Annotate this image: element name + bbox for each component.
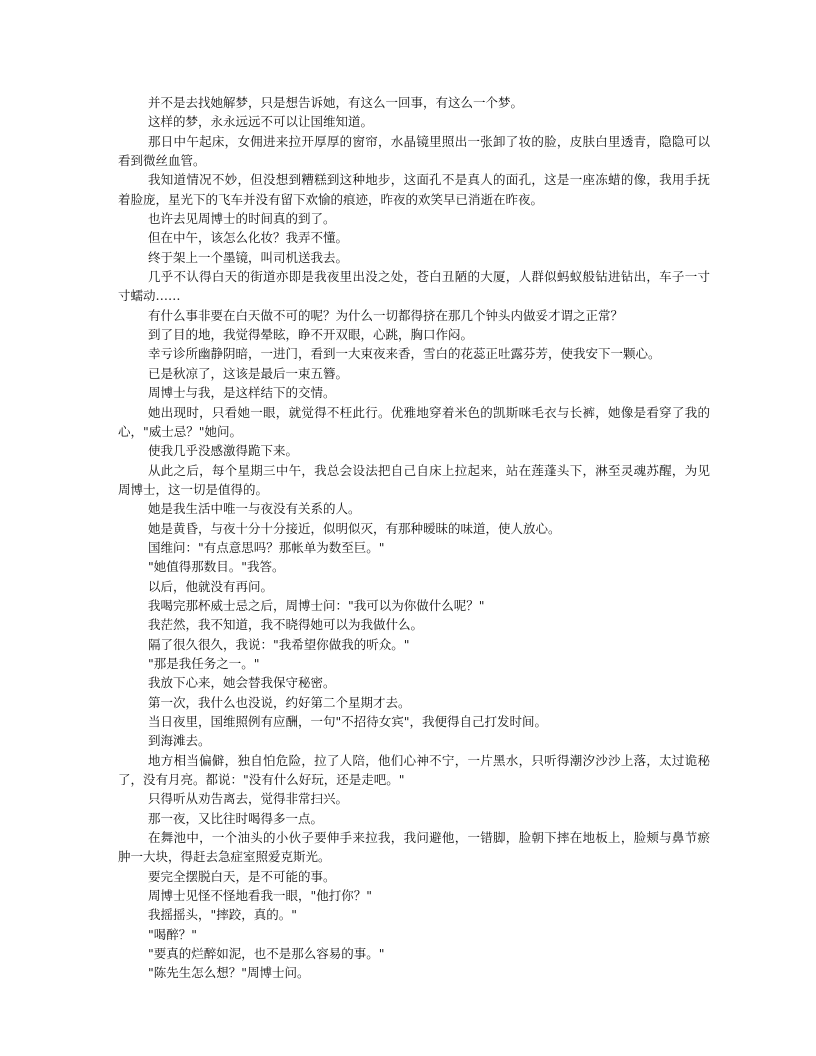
paragraph: 以后，他就没有再问。 — [148, 578, 274, 594]
paragraph: 这样的梦，永永远远不可以让国维知道。 — [148, 114, 374, 130]
paragraph: 并不是去找她解梦，只是想告诉她，有这么一回事，有这么一个梦。 — [148, 95, 524, 110]
paragraph: 周博士见怪不怪地看我一眼，"他打你？" — [148, 888, 372, 904]
paragraph: 已是秋凉了，这该是最后一束五簪。 — [148, 365, 349, 381]
paragraph: 周博士与我，是这样结下的交情。 — [148, 385, 336, 401]
paragraph: 幸亏诊所幽静阴暗，一进门，看到一大束夜来香，雪白的花蕊正吐露芬芳，使我安下一颗心。 — [148, 346, 661, 362]
paragraph: 我知道情况不妙，但没想到糟糕到这种地步，这面孔不是真人的面孔，这是一座冻蜡的像，我用手抚着脸庞，星光下的飞车并没有留下欢愉的痕迹，昨夜的欢笑早已消逝在昨夜。 — [118, 172, 710, 207]
paragraph: 隔了很久很久，我说："我希望你做我的听众。" — [148, 636, 410, 652]
paragraph: 我放下心来，她会替我保守秘密。 — [148, 675, 336, 691]
paragraph: 在舞池中，一个油头的小伙子要伸手来拉我，我问避他，一错脚，脸朝下摔在地板上，脸颊与鼻节瘀肿一大块，得赶去急症室照爱克斯光。 — [118, 830, 710, 865]
paragraph: 地方相当偏僻，独自怕危险，拉了人陪，他们心神不宁，一片黑水，只听得潮汐沙沙上落，太过诡秘了，没有月亮。都说："没有什么好玩，还是走吧。" — [118, 752, 710, 788]
paragraph: 当日夜里，国维照例有应酬，一句"不招待女宾"，我便得自己打发时间。 — [148, 714, 548, 729]
paragraph: 只得听从劝告离去，觉得非常扫兴。 — [148, 791, 349, 807]
paragraph: 我喝完那杯威士忌之后，周博士问："我可以为你做什么呢？" — [148, 597, 485, 613]
paragraph: 国维问："有点意思吗？那帐单为数至巨。" — [148, 539, 385, 555]
paragraph: 从此之后，每个星期三中午，我总会设法把自己自床上拉起来，站在莲蓬头下，淋至灵魂苏醒，为见周博士，这一切是值得的。 — [118, 462, 710, 497]
paragraph: "喝醉？" — [148, 926, 197, 942]
paragraph: 使我几乎没感激得跪下来。 — [148, 443, 299, 459]
paragraph: 第一次，我什么也没说，约好第二个星期才去。 — [148, 694, 411, 710]
paragraph: 有什么事非要在白天做不可的呢？为什么一切都得挤在那几个钟头内做妥才谓之正常？ — [148, 307, 624, 323]
paragraph: "那是我任务之一。" — [148, 655, 260, 671]
paragraph: "陈先生怎么想？"周博士问。 — [148, 965, 310, 981]
paragraph: 她是黄昏，与夜十分十分接近，似明似灭，有那种暧昧的味道，使人放心。 — [148, 520, 561, 536]
document-body — [118, 93, 710, 983]
paragraph: 我茫然，我不知道，我不晓得她可以为我做什么。 — [148, 617, 424, 633]
paragraph: "她值得那数目。"我答。 — [148, 559, 285, 575]
paragraph: 她是我生活中唯一与夜没有关系的人。 — [148, 501, 361, 517]
paragraph: 那日中午起床，女佣进来拉开厚厚的窗帘，水晶镜里照出一张卸了妆的脸，皮肤白里透青，隐隐可以看到微丝血管。 — [118, 133, 710, 169]
paragraph: 几乎不认得白天的街道亦即是我夜里出没之处，苍白丑陋的大厦，人群似蚂蚁般钻进钻出，车子一寸寸蠕动…… — [118, 269, 710, 304]
paragraph: 要完全摆脱白天，是不可能的事。 — [148, 868, 336, 884]
paragraph: 我摇摇头，"摔跤，真的。" — [148, 907, 297, 923]
paragraph: 她出现时，只看她一眼，就觉得不枉此行。优雅地穿着米色的凯斯咪毛衣与长裤，她像是看穿了我的心，"威士忌？"她问。 — [118, 404, 710, 439]
paragraph: "要真的烂醉如泥，也不是那么容易的事。" — [148, 946, 385, 962]
paragraph: 也许去见周博士的时间真的到了。 — [148, 211, 336, 227]
paragraph: 但在中午，该怎么化妆？我弄不懂。 — [148, 230, 349, 246]
paragraph: 那一夜，又比往时喝得多一点。 — [148, 810, 324, 826]
paragraph: 终于架上一个墨镜，叫司机送我去。 — [148, 249, 349, 265]
paragraph: 到海滩去。 — [148, 733, 211, 749]
paragraph: 到了目的地，我觉得晕眩，睁不开双眼，心跳，胸口作闷。 — [148, 327, 474, 343]
